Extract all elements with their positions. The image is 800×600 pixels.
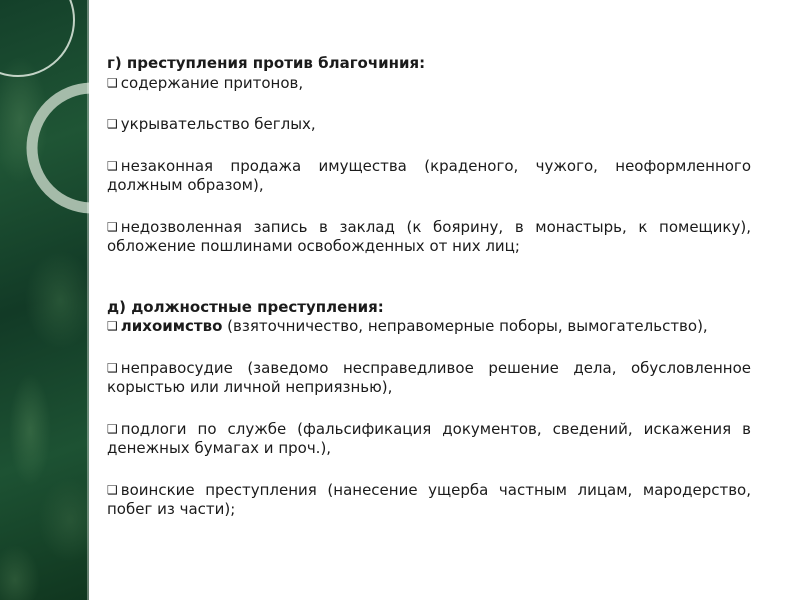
bullet-icon: ❑ <box>107 319 118 333</box>
bullet-icon: ❑ <box>107 158 118 173</box>
decorative-circles <box>0 0 89 600</box>
bullet-icon: ❑ <box>107 117 118 131</box>
item-term: лихоимство <box>120 317 223 335</box>
slide-content <box>107 54 751 520</box>
bullet-icon: ❑ <box>107 75 118 90</box>
list-item: ❑ содержание притонов, <box>107 73 304 92</box>
list-item: ❑ неправосудие (заведомо несправедливое решение дела, обусловленное корыстью или личной неприязнью), <box>107 358 751 396</box>
list-item: ❑ подлоги по службе (фальсификация документов, сведений, искажения в денежных бумагах и проч.), <box>107 419 751 457</box>
bullet-icon: ❑ <box>107 360 118 375</box>
decorative-sidebar <box>0 0 89 600</box>
bullet-icon: ❑ <box>107 219 118 234</box>
section-g-heading: г) преступления против благочиния: <box>107 54 426 72</box>
list-item: ❑ воинские преступления (нанесение ущерба частным лицам, мародерство, побег из части); <box>107 480 751 518</box>
section-d-heading: д) должностные преступления: <box>107 297 384 316</box>
list-item: ❑ укрывательство беглых, <box>107 115 316 133</box>
list-item: ❑ недозволенная запись в заклад (к боярину, в монастырь, к помещику), обложение пошлинами освобожденных от них лиц; <box>107 217 751 255</box>
list-item: ❑ незаконная продажа имущества (краденого, чужого, неоформленного должным образом), <box>107 156 751 194</box>
bullet-icon: ❑ <box>107 421 118 436</box>
bullet-icon: ❑ <box>107 482 118 497</box>
list-item: ❑ лихоимство (взяточничество, неправомерные поборы, вымогательство), <box>107 317 708 335</box>
